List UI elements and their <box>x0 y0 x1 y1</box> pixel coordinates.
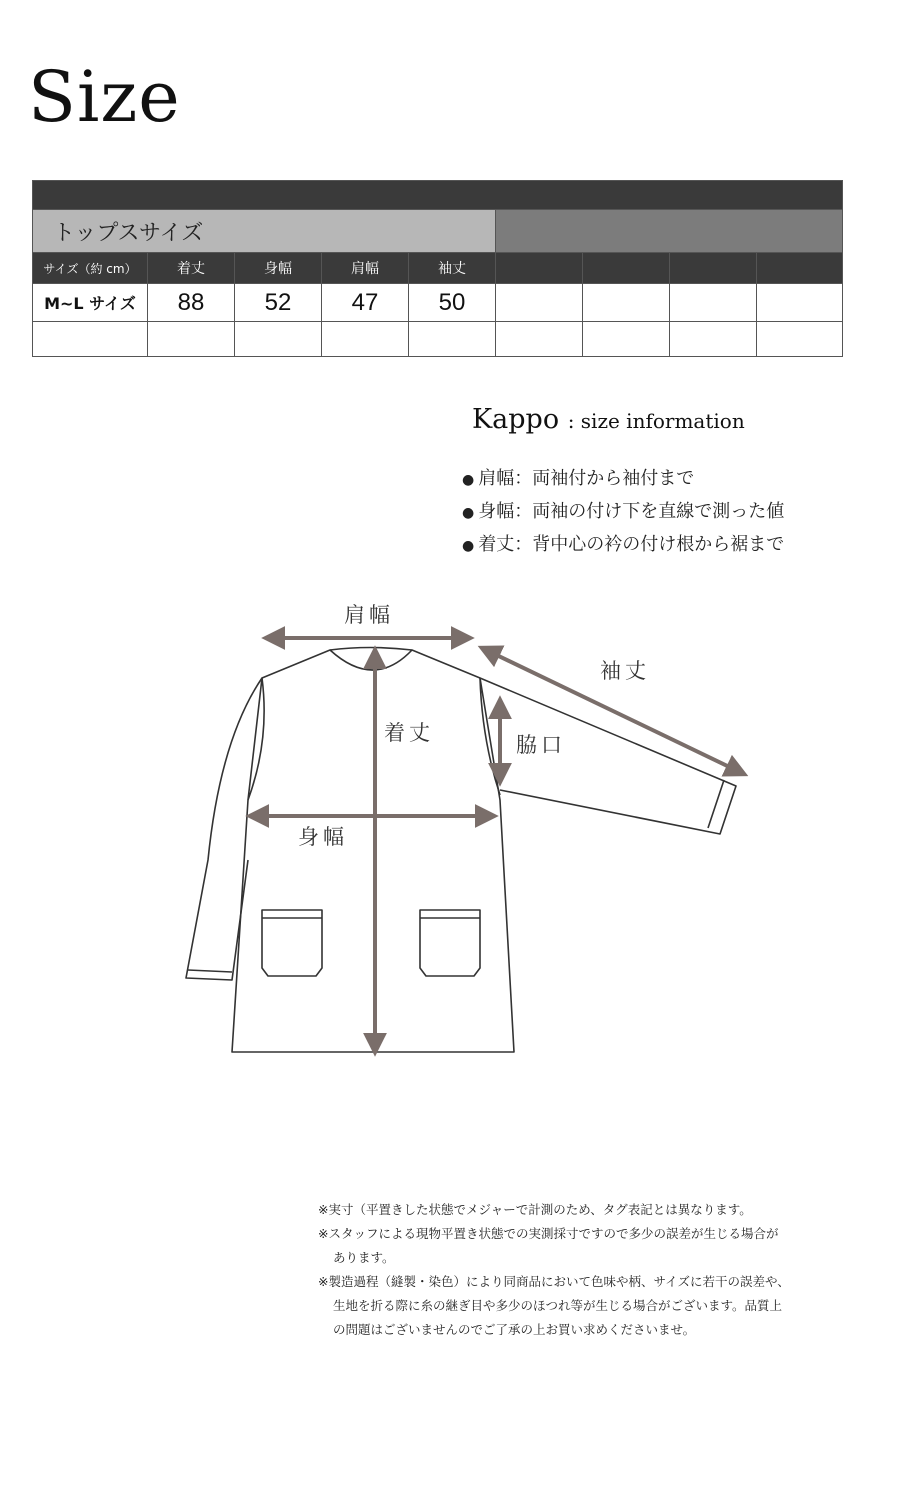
label-shoulder: 肩幅 <box>344 603 394 627</box>
table-top-bar <box>33 181 843 210</box>
note-line: ※スタッフによる現物平置き状態での実測採寸ですので多少の誤差が生じる場合が <box>318 1226 779 1241</box>
value-shoulder: 47 <box>322 284 409 322</box>
label-length: 着丈 <box>384 721 434 745</box>
bullet-icon: ● <box>462 505 475 521</box>
label-sleeve: 袖丈 <box>600 659 650 683</box>
header-size: サイズ（約 cm） <box>33 253 148 284</box>
note-line: ※製造過程（縫製・染色）により同商品において色味や柄、サイズに若干の誤差や、 <box>318 1274 790 1289</box>
list-item: ● 着丈：背中心の衿の付け根から裾まで <box>462 534 785 555</box>
table-caption-filler <box>496 210 843 253</box>
value-length: 88 <box>148 284 235 322</box>
table-row <box>33 284 843 322</box>
value-sleeve: 50 <box>409 284 496 322</box>
brand-name: Kappo <box>472 404 560 435</box>
note-line: 生地を折る際に糸の継ぎ目や多少のほつれ等が生じる場合がございます。品質上 <box>333 1298 783 1313</box>
label-chest: 身幅 <box>298 825 348 849</box>
table-caption: トップスサイズ <box>33 210 496 253</box>
garment-diagram <box>0 590 900 1090</box>
header-shoulder: 肩幅 <box>322 253 409 284</box>
note-line: ※実寸（平置きした状態でメジャーで計測のため、タグ表記とは異なります。 <box>318 1202 752 1217</box>
measure-definitions <box>462 464 784 563</box>
row-size-label: M~L サイズ <box>33 284 148 322</box>
list-item: ● 肩幅：両袖付から袖付まで <box>462 468 695 489</box>
note-line: あります。 <box>333 1250 395 1265</box>
bullet-icon: ● <box>462 538 475 554</box>
bullet-icon: ● <box>462 472 475 488</box>
disclaimer-notes <box>318 1198 888 1342</box>
table-row-empty <box>33 322 843 357</box>
note-line: の問題はございませんのでご了承の上お買い求めくださいませ。 <box>333 1322 696 1337</box>
info-title <box>472 404 745 435</box>
table-header-row <box>33 253 843 284</box>
size-table <box>32 180 842 357</box>
list-item: ● 身幅：両袖の付け下を直線で測った値 <box>462 501 785 522</box>
info-subtitle: : size information <box>567 409 745 433</box>
garment-outline <box>186 648 736 1053</box>
label-armhole: 脇口 <box>516 733 566 757</box>
page-title: Size <box>28 56 181 138</box>
header-chest: 身幅 <box>235 253 322 284</box>
value-chest: 52 <box>235 284 322 322</box>
header-sleeve: 袖丈 <box>409 253 496 284</box>
header-length: 着丈 <box>148 253 235 284</box>
